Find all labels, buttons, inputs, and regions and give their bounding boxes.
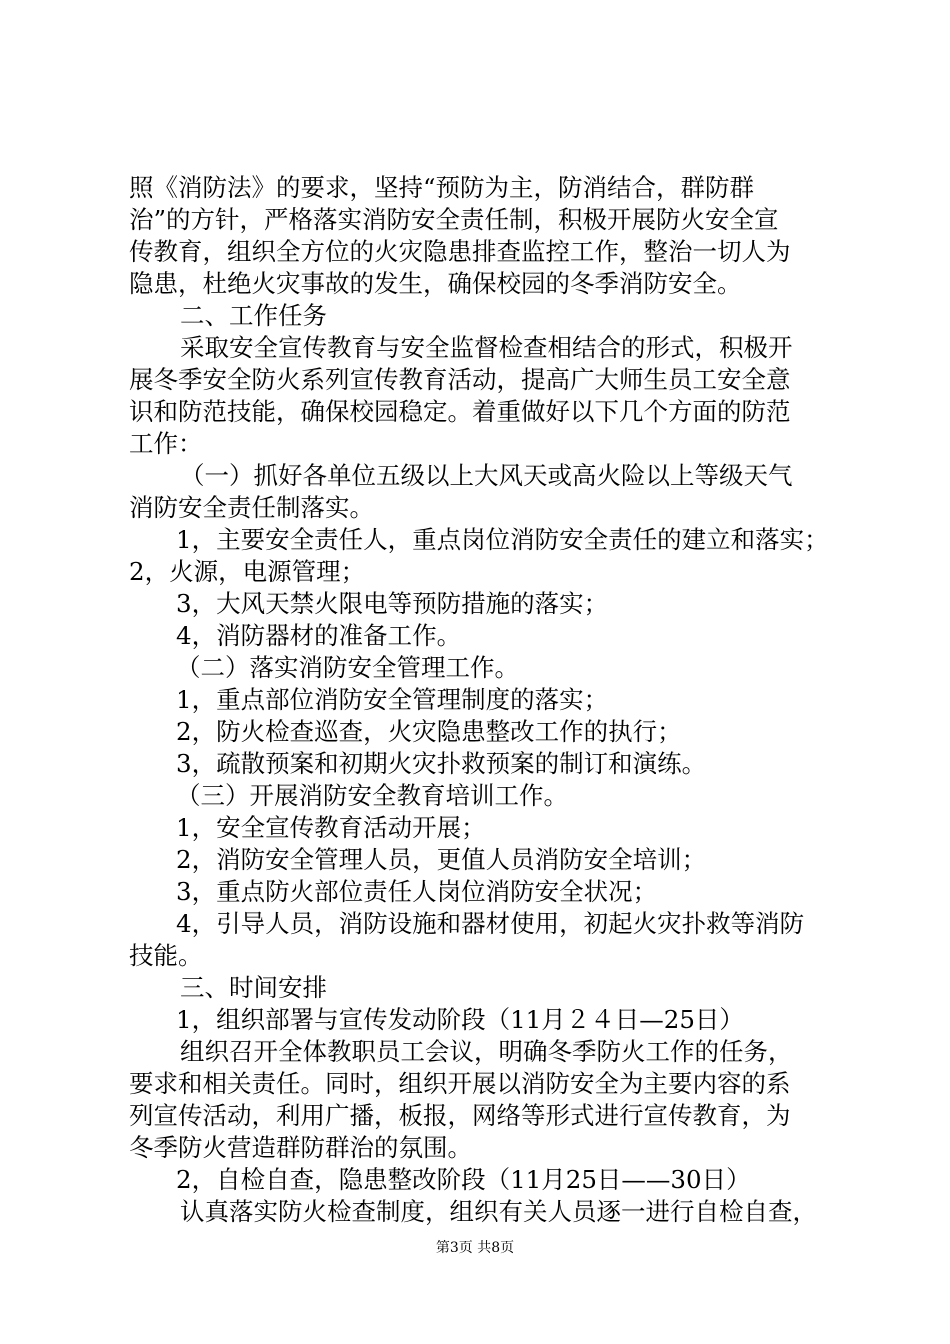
text-line: 认真落实防火检查制度，组织有关人员逐一进行自检自查， bbox=[180, 1197, 817, 1226]
text-line: 照《消防法》的要求，坚持“预防为主，防消结合，群防群 bbox=[129, 173, 755, 202]
subsection-heading: （三）开展消防安全教育培训工作。 bbox=[176, 781, 568, 810]
text-line: 技能。 bbox=[129, 941, 203, 970]
text-line: 冬季防火营造群防群治的氛围。 bbox=[129, 1133, 472, 1162]
subsection-heading: （一）抓好各单位五级以上大风天或高火险以上等级天气 bbox=[180, 461, 793, 490]
list-item: 2，防火检查巡查，火灾隐患整改工作的执行； bbox=[176, 717, 682, 746]
text-line: 传教育，组织全方位的火灾隐患排查监控工作，整治一切人为 bbox=[129, 237, 791, 266]
list-item: 3，重点防火部位责任人岗位消防安全状况； bbox=[176, 877, 658, 906]
text-line: 列宣传活动，利用广播，板报，网络等形式进行宣传教育，为 bbox=[129, 1101, 791, 1130]
list-item: 1，组织部署与宣传发动阶段（11月２４日—25日） bbox=[176, 1005, 744, 1034]
text-line: 识和防范技能，确保校园稳定。着重做好以下几个方面的防范 bbox=[129, 397, 791, 426]
list-item: 2，火源，电源管理； bbox=[129, 557, 366, 586]
list-item: 2，自检自查，隐患整改阶段（11月25日——30日） bbox=[176, 1165, 751, 1194]
text-line: 治”的方针，严格落实消防安全责任制，积极开展防火安全宣 bbox=[129, 205, 779, 234]
list-item: 3，疏散预案和初期火灾扑救预案的制订和演练。 bbox=[176, 749, 707, 778]
list-item: 1，安全宣传教育活动开展； bbox=[176, 813, 486, 842]
text-line: 展冬季安全防火系列宣传教育活动，提高广大师生员工安全意 bbox=[129, 365, 791, 394]
text-line: 消防安全责任制落实。 bbox=[129, 493, 374, 522]
list-item: 4，引导人员，消防设施和器材使用，初起火灾扑救等消防 bbox=[176, 909, 805, 938]
text-line: 工作： bbox=[129, 429, 203, 458]
list-item: 1，重点部位消防安全管理制度的落实； bbox=[176, 685, 609, 714]
list-item: 1，主要安全责任人，重点岗位消防安全责任的建立和落实； bbox=[176, 525, 829, 554]
page-number-footer: 第3页 共8页 bbox=[435, 1240, 515, 1256]
text-line: 组织召开全体教职员工会议，明确冬季防火工作的任务， bbox=[180, 1037, 793, 1066]
text-line: 采取安全宣传教育与安全监督检查相结合的形式，积极开 bbox=[180, 333, 793, 362]
list-item: 4，消防器材的准备工作。 bbox=[176, 621, 462, 650]
list-item: 2，消防安全管理人员，更值人员消防安全培训； bbox=[176, 845, 707, 874]
text-line: 隐患，杜绝火灾事故的发生，确保校园的冬季消防安全。 bbox=[129, 269, 742, 298]
section-heading: 二、工作任务 bbox=[180, 301, 327, 330]
list-item: 3，大风天禁火限电等预防措施的落实； bbox=[176, 589, 609, 618]
subsection-heading: （二）落实消防安全管理工作。 bbox=[176, 653, 519, 682]
section-heading: 三、时间安排 bbox=[180, 973, 327, 1002]
text-line: 要求和相关责任。同时，组织开展以消防安全为主要内容的系 bbox=[129, 1069, 791, 1098]
